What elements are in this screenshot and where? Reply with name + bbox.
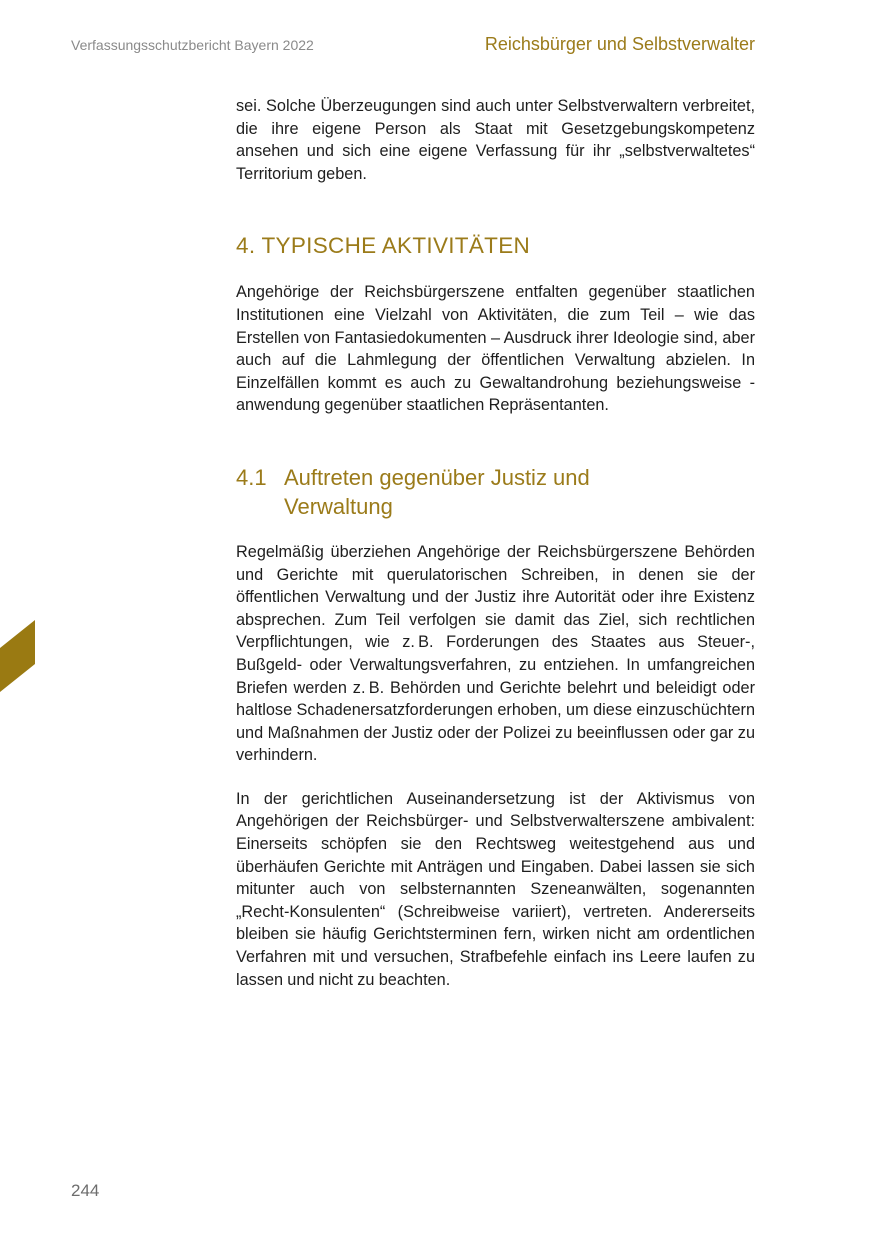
section-heading: 4. TYPISCHE AKTIVITÄTEN — [236, 233, 531, 259]
running-header-chapter: Reichsbürger und Selbstverwalter — [484, 34, 755, 54]
subsection-paragraph-1: Regelmäßig überziehen Angehörige der Reichsbürgerszene Behörden und Gerichte mit querulatorischen Schreiben, in denen sie der öffentlichen Verwaltung und der Justiz ihre Autorität oder ihre Existenz absprechen. Zum Teil verfolgen sie damit das Ziel, sich rechtlichen Verpflichtungen, wie z. B. Forderungen des Staates aus Steuer-, Bußgeld- oder Verwaltungsverfahren, zu entziehen. In umfangreichen Briefen werden z. B. Behörden und Gerichte belehrt und beleidigt oder haltlose Schadenersatzforderungen erhoben, um diese einzuschüchtern und Maßnahmen der Justiz oder der Polizei zu beeinflussen oder gar zu verhindern. — [236, 542, 755, 765]
subsection-heading — [236, 463, 755, 521]
subsection-number: 4.1 — [236, 464, 267, 490]
subsection-title: Auftreten gegenüber Justiz und Verwaltung — [284, 464, 590, 519]
chapter-tab-marker — [0, 620, 35, 692]
subsection-paragraph-2: In der gerichtlichen Auseinandersetzung ist der Aktivismus von Angehörigen der Reichsbürger- und Selbstverwalterszene ambivalent: Einerseits schöpfen sie den Rechtsweg weitestgehend aus und überhäufen Gerichte mit Anträgen und Eingaben. Dabei lassen sie sich mitunter auch von selbsternannten Szeneanwälten, sogenannten „Recht-Konsulenten“ (Schreibweise variiert), vertreten. Andererseits bleiben sie häufig Gerichtsterminen fern, wirken nicht am ordentlichen Verfahren mit und versuchen, Strafbefehle einfach ins Leere laufen zu lassen und nicht zu beachten. — [236, 789, 755, 989]
running-header-publication: Verfassungsschutzbericht Bayern 2022 — [71, 37, 314, 53]
intro-paragraph: sei. Solche Überzeugungen sind auch unter Selbstverwaltern verbreitet, die ihre eigene Person als Staat mit Gesetzgebungskompetenz ansehen und sich eine eigene Verfassung für ihr „selbstverwaltetes“ Territorium geben. — [236, 97, 755, 183]
page-content — [236, 95, 755, 991]
section-paragraph: Angehörige der Reichsbürgerszene entfalten gegenüber staatlichen Institutionen eine Vielzahl von Aktivitäten, die zum Teil – wie das Erstellen von Fantasiedokumenten – Ausdruck ihrer Ideologie sind, aber auch auf die Lahmlegung der öffentlichen Verwaltung abzielen. In Einzelfällen kommt es auch zu Gewaltandrohung beziehungsweise -anwendung gegenüber staatlichen Repräsentanten. — [236, 283, 755, 415]
page-number: 244 — [71, 1181, 100, 1200]
